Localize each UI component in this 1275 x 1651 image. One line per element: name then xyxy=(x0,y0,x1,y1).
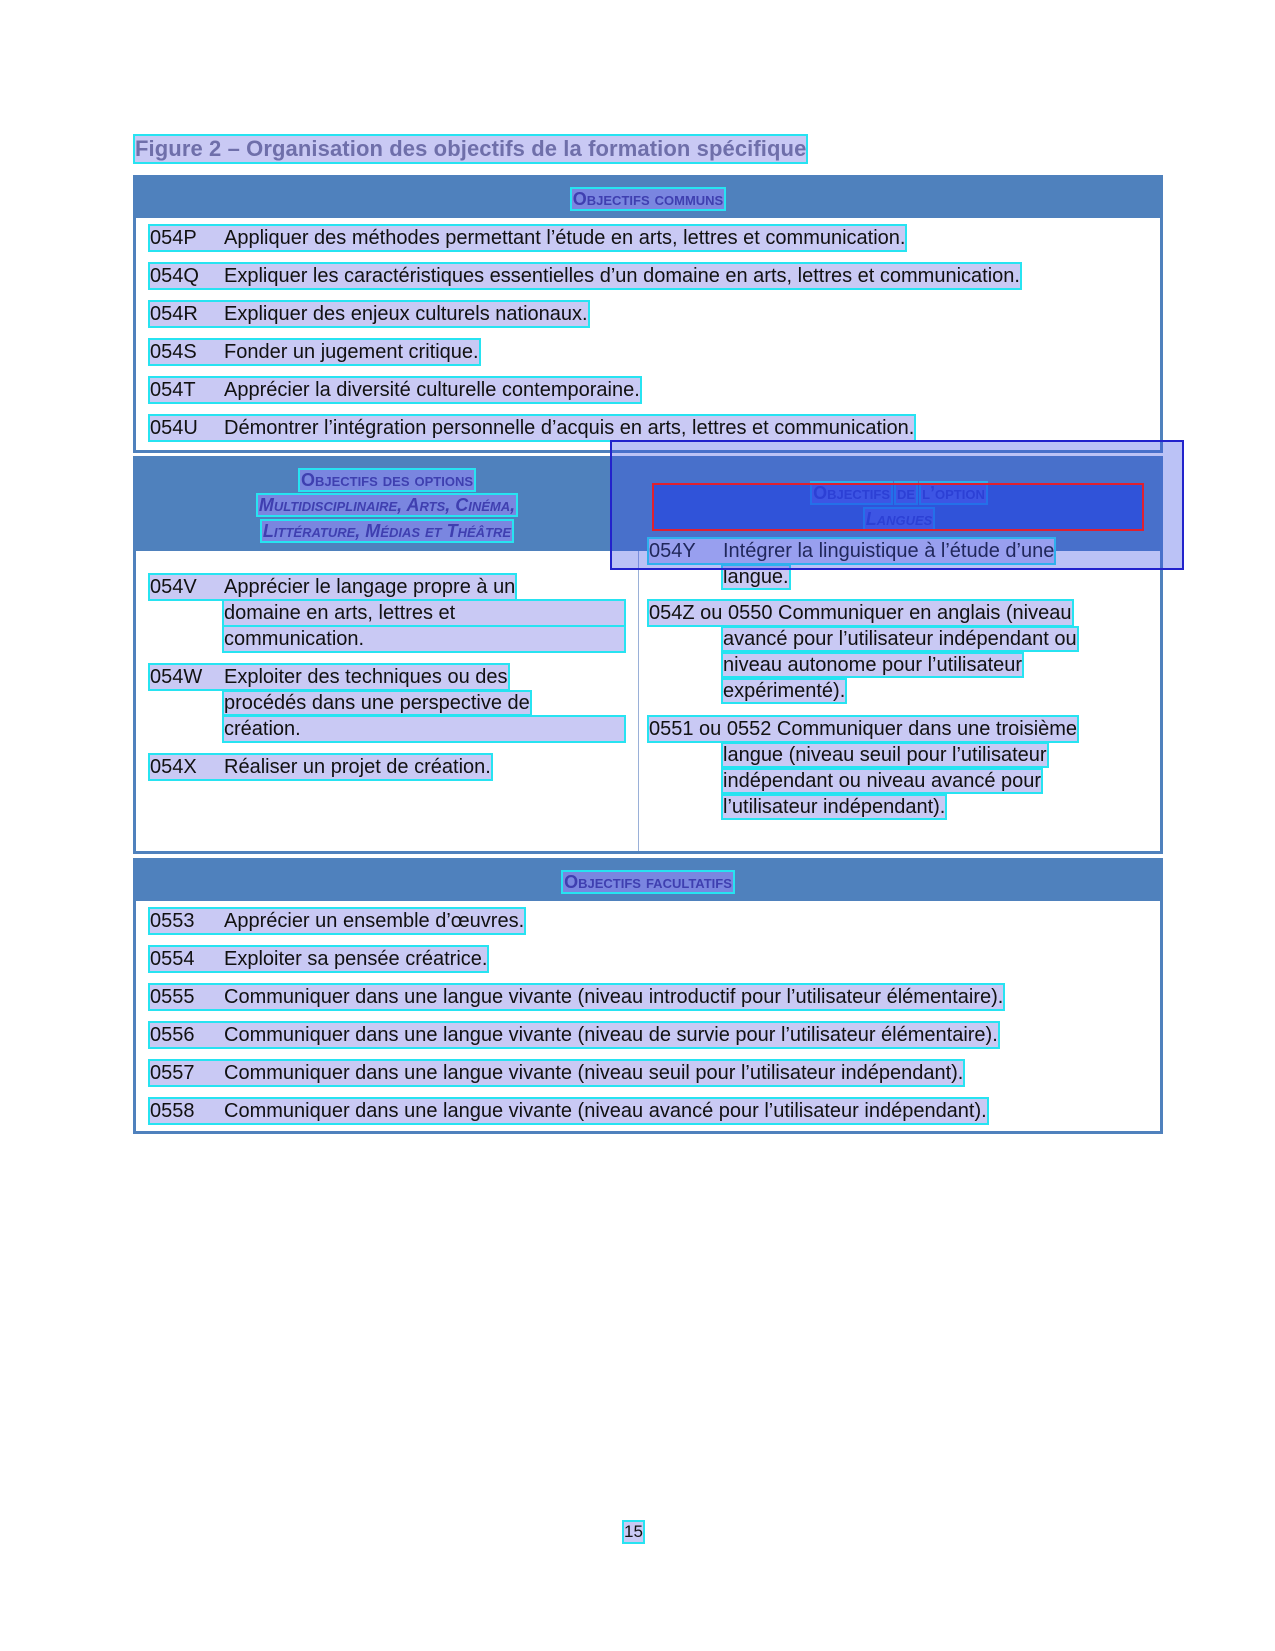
objective-code: 0555 xyxy=(150,986,195,1008)
figure-title: Figure 2 – Organisation des objectifs de la formation spécifique xyxy=(135,136,807,161)
objective-code: 054U xyxy=(150,417,198,439)
objective-text: indépendant ou niveau avancé pour xyxy=(723,770,1042,792)
objective-code: 054Y xyxy=(649,540,696,562)
list-item-continuation xyxy=(723,627,1077,651)
list-item-continuation xyxy=(723,653,1022,677)
list-item-continuation xyxy=(723,743,1047,767)
objective-text: Démontrer l’intégration personnelle d’acquis en arts, lettres et communication. xyxy=(224,417,915,439)
objective-text: Communiquer en anglais (niveau xyxy=(778,602,1072,624)
objective-text: avancé pour l’utilisateur indépendant ou xyxy=(723,628,1077,650)
list-item xyxy=(150,1099,987,1123)
objective-text: création. xyxy=(224,717,624,741)
objective-text: Intégrer la linguistique à l’étude d’une xyxy=(723,540,1055,562)
objective-text: langue (niveau seuil pour l’utilisateur xyxy=(723,744,1047,766)
objective-text: Communiquer dans une langue vivante (niveau de survie pour l’utilisateur élémentaire). xyxy=(224,1024,998,1046)
list-item xyxy=(150,909,524,933)
objective-code: 054S xyxy=(150,341,197,363)
objective-code: 054Q xyxy=(150,265,199,287)
objective-code: 054P xyxy=(150,227,197,249)
objective-text: Expliquer les caractéristiques essentielles d’un domaine en arts, lettres et communication. xyxy=(224,265,1020,287)
options-left-subtitle: Multidisciplinaire, Arts, Cinéma, xyxy=(258,495,516,515)
objective-text: Exploiter des techniques ou des xyxy=(224,666,508,688)
objective-code: 054V xyxy=(150,576,197,598)
objective-code: 0553 xyxy=(150,910,195,932)
list-item xyxy=(649,601,1072,625)
objective-code: 054W xyxy=(150,666,203,688)
options-left-header xyxy=(136,459,638,551)
list-item xyxy=(150,947,487,971)
common-objectives-title: Objectifs communs xyxy=(572,189,724,209)
objective-text: Communiquer dans une langue vivante (niveau introductif pour l’utilisateur élémentaire). xyxy=(224,986,1004,1008)
objective-text: l’utilisateur indépendant). xyxy=(723,796,946,818)
objective-text: niveau autonome pour l’utilisateur xyxy=(723,654,1023,676)
optional-objectives-panel xyxy=(133,858,1163,1134)
page-number: 15 xyxy=(624,1522,643,1541)
list-item xyxy=(649,717,1077,741)
list-item xyxy=(150,340,479,364)
objective-text: Réaliser un projet de création. xyxy=(224,756,491,778)
objective-text: Fonder un jugement critique. xyxy=(224,341,479,363)
objective-code: 0554 xyxy=(150,948,195,970)
objective-code: 054X xyxy=(150,756,197,778)
list-item-continuation xyxy=(723,795,945,819)
objective-text: domaine en arts, lettres et xyxy=(224,601,624,625)
objective-text: expérimenté). xyxy=(723,680,846,702)
objective-code: 0556 xyxy=(150,1024,195,1046)
list-item-continuation xyxy=(723,679,845,703)
list-item-continuation xyxy=(224,627,624,651)
list-item xyxy=(150,985,1003,1009)
list-item xyxy=(150,1061,963,1085)
objective-text: Exploiter sa pensée créatrice. xyxy=(224,948,488,970)
objective-text: Communiquer dans une langue vivante (niveau seuil pour l’utilisateur indépendant). xyxy=(224,1062,964,1084)
focused-region[interactable] xyxy=(652,483,1144,531)
list-item xyxy=(150,416,914,440)
objective-text: Apprécier un ensemble d’œuvres. xyxy=(224,910,525,932)
objective-code: 0558 xyxy=(150,1100,195,1122)
objective-code: 0551 ou 0552 xyxy=(649,718,772,740)
optional-objectives-title: Objectifs facultatifs xyxy=(564,872,732,892)
list-item xyxy=(150,1023,998,1047)
optional-objectives-header xyxy=(136,861,1160,901)
list-item xyxy=(150,665,508,689)
list-item-continuation xyxy=(723,769,1041,793)
options-left-subtitle-2: Littérature, Médias et Théâtre xyxy=(262,521,512,541)
list-item xyxy=(150,264,1020,288)
list-item xyxy=(150,575,515,599)
list-item-continuation xyxy=(224,601,624,625)
objective-text: Appliquer des méthodes permettant l’étude en arts, lettres et communication. xyxy=(224,227,906,249)
list-item-continuation xyxy=(224,691,530,715)
objective-text: Expliquer des enjeux culturels nationaux. xyxy=(224,303,588,325)
objective-text: communication. xyxy=(224,627,624,651)
objective-text: Communiquer dans une langue vivante (niveau avancé pour l’utilisateur indépendant). xyxy=(224,1100,987,1122)
common-objectives-panel xyxy=(133,175,1163,453)
objective-text: Apprécier le langage propre à un xyxy=(224,576,516,598)
objective-code: 0557 xyxy=(150,1062,195,1084)
objective-text: Apprécier la diversité culturelle contemporaine. xyxy=(224,379,640,401)
objective-text: langue. xyxy=(723,566,789,588)
options-left-title: Objectifs des options xyxy=(300,470,474,490)
objective-code: 054T xyxy=(150,379,196,401)
common-objectives-header xyxy=(136,178,1160,218)
list-item xyxy=(150,302,588,326)
list-item xyxy=(150,378,640,402)
column-divider xyxy=(638,551,639,851)
list-item xyxy=(150,226,905,250)
list-item-continuation xyxy=(224,717,624,741)
objective-text: Communiquer dans une troisième xyxy=(776,718,1078,740)
objective-text: procédés dans une perspective de xyxy=(224,692,530,714)
objective-code: 054Z ou 0550 xyxy=(649,602,773,624)
objective-code: 054R xyxy=(150,303,198,325)
list-item xyxy=(150,755,491,779)
